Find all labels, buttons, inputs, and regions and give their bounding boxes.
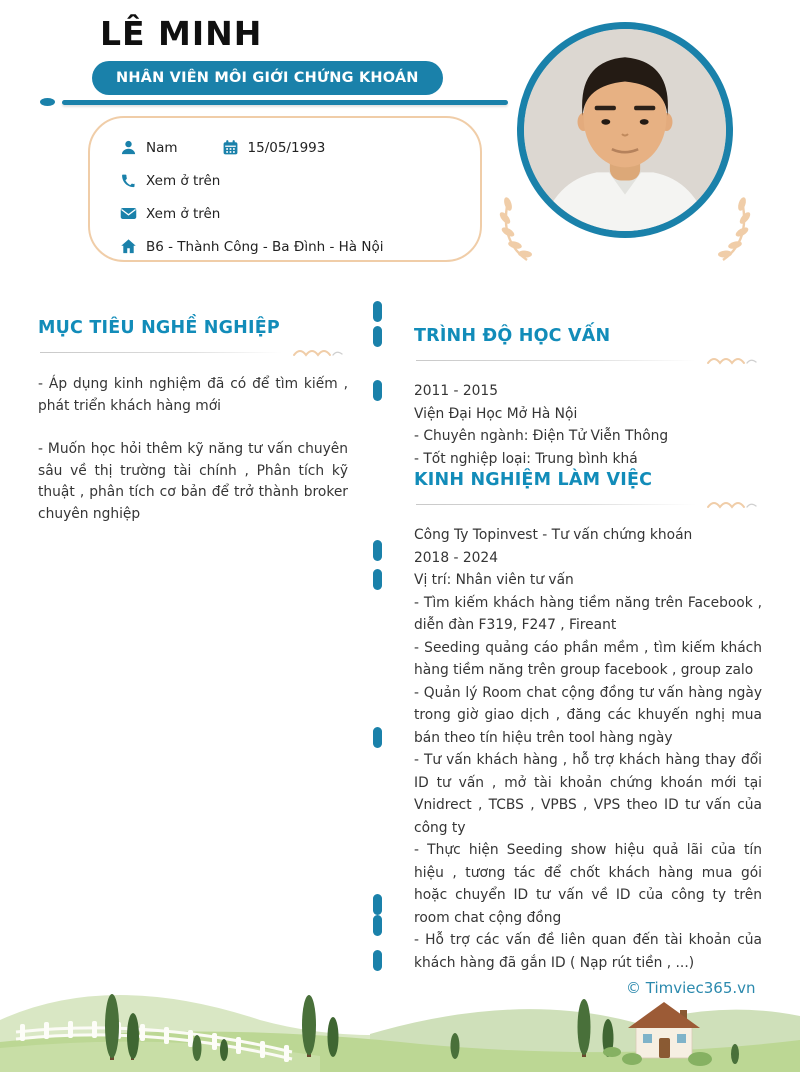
experience-position: Vị trí: Nhân viên tư vấn bbox=[414, 572, 574, 588]
email-value: Xem ở trên bbox=[146, 205, 221, 222]
contact-row bbox=[120, 164, 480, 197]
email-field bbox=[120, 205, 220, 222]
education-school: Viện Đại Học Mở Hà Nội bbox=[414, 405, 578, 422]
experience-bullet: - Tư vấn khách hàng , hỗ trợ khách hàng thay đổi ID tư vấn , mở tài khoản chứng khoán mới tại Vnidrect , TCBS , VPBS , VPS theo ID tư vấn của công ty bbox=[414, 752, 762, 836]
objective-section bbox=[38, 318, 348, 525]
dob-field bbox=[222, 139, 326, 156]
calendar-icon bbox=[222, 139, 239, 156]
experience-period: 2018 - 2024 bbox=[414, 549, 498, 566]
phone-field bbox=[120, 172, 220, 189]
section-divider bbox=[414, 353, 762, 367]
section-divider bbox=[38, 345, 348, 359]
phone-icon bbox=[120, 172, 137, 189]
contact-row bbox=[120, 131, 480, 164]
education-grade: - Tốt nghiệp loại: Trung bình khá bbox=[414, 450, 638, 467]
profile-photo-area bbox=[517, 22, 733, 238]
experience-company: Công Ty Topinvest - Tư vấn chứng khoán bbox=[414, 527, 693, 543]
address-value: B6 - Thành Công - Ba Đình - Hà Nội bbox=[146, 238, 384, 255]
experience-bullet: - Seeding quảng cáo phần mềm , tìm kiếm khách hàng tiềm năng trên group facebook , group zalo bbox=[414, 639, 762, 678]
accent-bar bbox=[62, 100, 508, 105]
contact-row bbox=[120, 197, 480, 230]
laurel-right-icon bbox=[699, 190, 753, 264]
phone-value: Xem ở trên bbox=[146, 172, 221, 189]
header-accent-line bbox=[40, 98, 508, 106]
copyright-text: © Timviec365.vn bbox=[626, 979, 756, 997]
section-divider bbox=[414, 497, 762, 511]
education-major: - Chuyên ngành: Điện Tử Viễn Thông bbox=[414, 428, 669, 444]
experience-block bbox=[414, 524, 762, 974]
person-icon bbox=[120, 139, 137, 156]
education-period: 2011 - 2015 bbox=[414, 383, 498, 399]
email-icon bbox=[120, 205, 137, 222]
gender-field bbox=[120, 139, 178, 156]
right-column bbox=[414, 326, 762, 974]
experience-bullet: - Thực hiện Seeding show hiệu quả lãi của tín hiệu , tương tác để chốt khách hàng mua gói hoặc chuyển ID tư vấn về ID của công ty trên room chat cộng đồng bbox=[414, 842, 762, 926]
objective-paragraph: - Muốn học hỏi thêm kỹ năng tư vấn chuyên sâu về thị trường tài chính , Phân tích kỹ thuật , phân tích cơ bản để trở thành broker chuyên nghiệp bbox=[38, 441, 348, 522]
section-heading-experience: KINH NGHIỆM LÀM VIỆC bbox=[414, 470, 653, 490]
objective-paragraph: - Áp dụng kinh nghiệm đã có để tìm kiếm , phát triển khách hàng mới bbox=[38, 376, 348, 414]
experience-bullet: - Hỗ trợ các vấn đề liên quan đến tài khoản của khách hàng đã gắn ID ( Nạp rút tiền , ...) bbox=[414, 932, 762, 971]
section-heading-objective: MỤC TIÊU NGHỀ NGHIỆP bbox=[38, 318, 280, 338]
section-heading-education: TRÌNH ĐỘ HỌC VẤN bbox=[414, 326, 611, 346]
experience-bullet: - Tìm kiếm khách hàng tiềm năng trên Facebook , diễn đàn F319, F247 , Fireant bbox=[414, 594, 762, 633]
contact-row bbox=[120, 230, 480, 263]
education-block bbox=[414, 380, 762, 470]
gender-value: Nam bbox=[146, 139, 178, 156]
contact-card bbox=[88, 116, 482, 262]
avatar-illustration bbox=[524, 29, 726, 231]
experience-bullet: - Quản lý Room chat cộng đồng tư vấn hàng ngày trong giờ giao dịch , đăng các khuyến nghị mua bán theo tín hiệu trên tool hàng ngày bbox=[414, 684, 762, 746]
job-title-badge: NHÂN VIÊN MÔI GIỚI CHỨNG KHOÁN bbox=[92, 61, 443, 95]
candidate-name: LÊ MINH bbox=[100, 14, 263, 53]
home-icon bbox=[120, 238, 137, 255]
laurel-left-icon bbox=[497, 190, 551, 264]
accent-dot bbox=[40, 98, 55, 106]
dob-value: 15/05/1993 bbox=[247, 139, 326, 156]
address-field bbox=[120, 238, 383, 255]
